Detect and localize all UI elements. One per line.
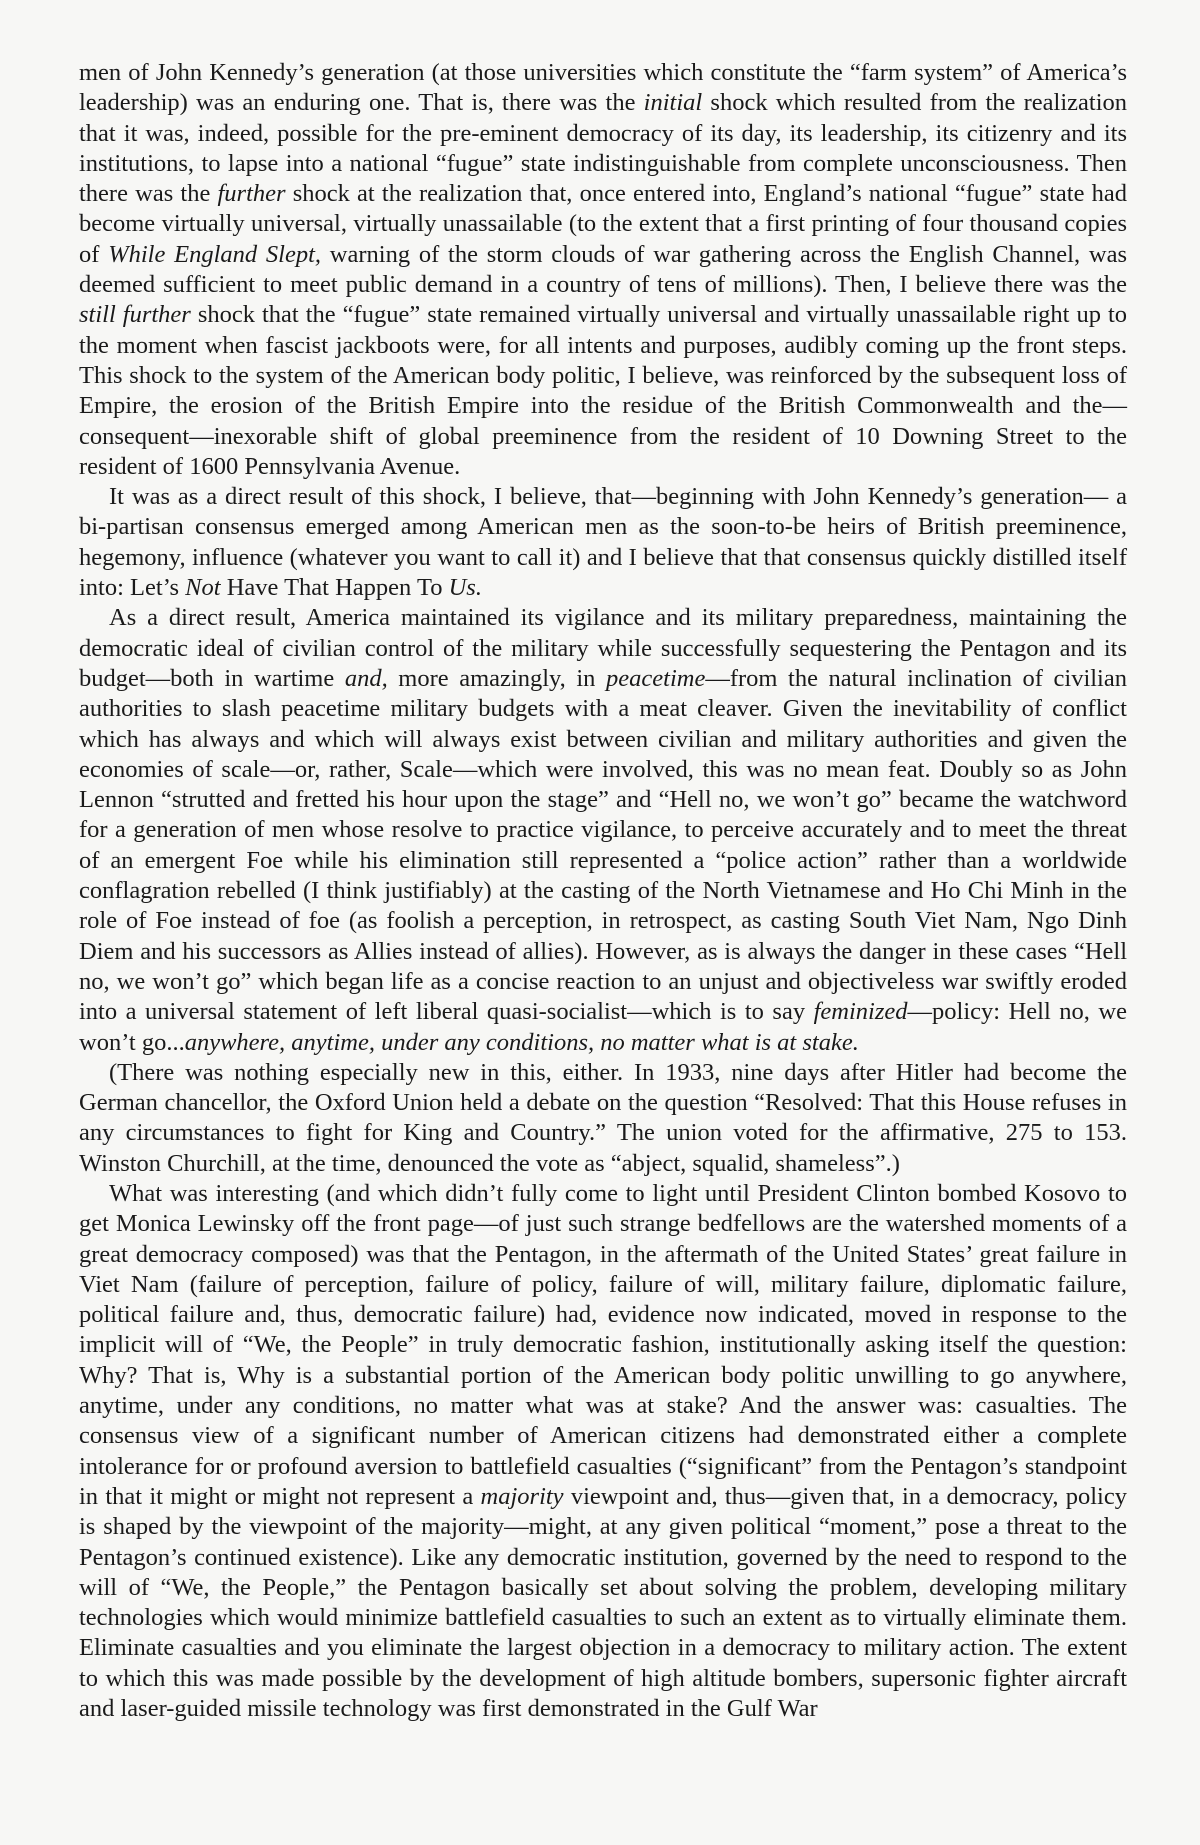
paragraph-4 <box>79 1058 1127 1179</box>
paragraph-5 <box>79 1179 1127 1724</box>
italic-run: and, <box>344 664 388 692</box>
italic-run: Not <box>185 574 221 602</box>
text-run: men of John Kennedy’s generation (at those universities which constitute the “farm system” of America’s leadership) was an enduring one. That is, there was the <box>79 59 1127 117</box>
italic-run: anywhere, anytime, under any conditions, no matter what is at stake. <box>184 1028 859 1056</box>
text-run: (There was nothing especially new in this, either. In 1933, nine days after Hitler had become the German chancellor, the Oxford Union held a debate on the question “Resolved: That this House refuses in any circumstances to fight for King and Country.” The union voted for the affirmative, 275 to 153. Winston Churchill, at the time, denounced the vote as “abject, squalid, shameless”.) <box>79 1058 1127 1177</box>
text-run: shock that the “fugue” state remained virtually universal and virtually unassailable right up to the moment when fascist jackboots were, for all intents and purposes, audibly coming up the front steps. This shock to the system of the American body politic, I believe, was reinforced by the subsequent loss of Empire, the erosion of the British Empire into the residue of the British Commonwealth and the—consequent—inexorable shift of global preeminence from the resident of 10 Downing Street to the resident of 1600 Pennsylvania Avenue. <box>79 301 1127 480</box>
italic-run: still further <box>79 301 191 329</box>
text-run: viewpoint and, thus—given that, in a democracy, policy is shaped by the viewpoint of the majority—might, at any given political “moment,” pose a threat to the Pentagon’s continued existence). Like any democratic institution, governed by the need to respond to the will of “We, the People,” the Pentagon basically set about solving the problem, developing military technologies which would minimize battlefield casualties to such an extent as to virtually eliminate them. Eliminate casualties and you eliminate the largest objection in a democracy to military action. The extent to which this was made possible by the development of high altitude bombers, supersonic fighter aircraft and laser-guided missile technology was first demonstrated in the Gulf War <box>79 1482 1127 1723</box>
italic-run: feminized <box>813 998 908 1026</box>
text-run: more amazingly, in <box>387 664 607 692</box>
text-run: As a direct result, America maintained its vigilance and its military preparedness, maintaining the democratic ideal of civilian control of the military while successfully sequestering the Pentagon and its budget—both in wartime <box>79 604 1127 692</box>
italic-run: further <box>217 180 286 208</box>
text-run: —from the natural inclination of civilian authorities to slash peacetime military budgets with a meat cleaver. Given the inevitability of conflict which has always and which will always exist between civilian and military authorities and given the economies of scale—or, rather, Scale—which were involved, this was no mean feat. Doubly so as John Lennon “strutted and fretted his hour upon the stage” and “Hell no, we won’t go” became the watchword for a generation of men whose resolve to practice vigilance, to perceive accurately and to meet the threat of an emergent Foe while his elimination still represented a “police action” rather than a worldwide conflagration rebelled (I think justifiably) at the casting of the North Vietnamese and Ho Chi Minh in the role of Foe instead of foe (as foolish a perception, in retrospect, as casting South Viet Nam, Ngo Dinh Diem and his successors as Allies instead of allies). However, as is always the danger in these cases “Hell no, we won’t go” which began life as a concise reaction to an unjust and objectiveless war swiftly eroded into a universal statement of left liberal quasi-socialist—which is to say <box>79 664 1127 1026</box>
text-run: —policy: Hell no, we won’t go... <box>79 998 1127 1056</box>
text-run: warning of the storm clouds of war gathering across the English Channel, was deemed sufficient to meet public demand in a country of tens of millions). Then, I believe there was the <box>79 240 1127 299</box>
italic-run: majority <box>480 1482 564 1510</box>
italic-run: peacetime <box>606 664 706 692</box>
text-run: shock which resulted from the realization that it was, indeed, possible for the pre-eminent democracy of its day, its leadership, its citizenry and its institutions, to lapse into a national “fugue” state indistinguishable from complete unconsciousness. Then there was the <box>79 89 1127 208</box>
text-run: Have That Happen To <box>220 574 449 602</box>
text-run: shock at the realization that, once entered into, England’s national “fugue” state had become virtually universal, virtually unassailable (to the extent that a first printing of four thousand copies of <box>79 180 1127 268</box>
paragraph-1 <box>79 58 1127 482</box>
paragraph-3 <box>79 603 1127 1057</box>
italic-run: initial <box>643 89 703 117</box>
text-run: What was interesting (and which didn’t fully come to light until President Clinton bombed Kosovo to get Monica Lewinsky off the front page—of just such strange bedfellows are the watershed moments of a great democracy composed) was that the Pentagon, in the aftermath of the United States’ great failure in Viet Nam (failure of perception, failure of policy, failure of will, military failure, diplomatic failure, political failure and, thus, democratic failure) had, evidence now indicated, moved in response to the implicit will of “We, the People” in truly democratic fashion, institutionally asking itself the question: Why? That is, Why is a substantial portion of the American body politic unwilling to go anywhere, anytime, under any conditions, no matter what was at stake? And the answer was: casualties. The consensus view of a significant number of American citizens had demonstrated either a complete intolerance for or profound aversion to battlefield casualties (“significant” from the Pentagon’s standpoint in that it might or might not represent a <box>79 1179 1127 1510</box>
page-body <box>79 58 1127 1724</box>
paragraph-2 <box>79 482 1127 603</box>
italic-run: Us. <box>448 574 482 602</box>
book-title: While England Slept, <box>108 240 322 268</box>
text-run: It was as a direct result of this shock, I believe, that—beginning with John Kennedy’s generation— a bi-partisan consensus emerged among American men as the soon-to-be heirs of British preeminence, hegemony, influence (whatever you want to call it) and I believe that that consensus quickly distilled itself into: Let’s <box>79 483 1127 602</box>
